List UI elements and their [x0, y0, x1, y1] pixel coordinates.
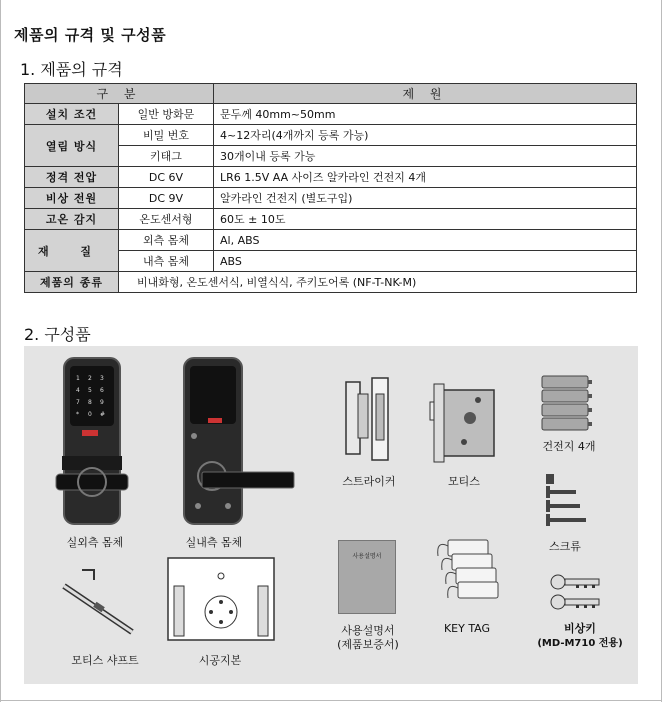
inner-body-image	[180, 356, 300, 528]
row-subcategory: 내측 몸체	[119, 251, 214, 272]
row-subcategory: 키태그	[119, 146, 214, 167]
table-row	[25, 125, 637, 146]
spec-table	[24, 83, 637, 293]
row-subcategory: 외측 몸체	[119, 230, 214, 251]
emergency-key-label-line2: (MD-M710 전용)	[537, 638, 623, 649]
table-header-row	[25, 84, 637, 104]
svg-text:3: 3	[100, 375, 104, 382]
row-category: 고온 감지	[25, 209, 119, 230]
emergency-key-label-line1: 비상키	[564, 622, 596, 635]
svg-text:#: #	[100, 411, 106, 418]
row-category: 재 질	[25, 230, 119, 272]
row-category: 비상 전원	[25, 188, 119, 209]
row-category: 정격 전압	[25, 167, 119, 188]
mortise-label: 모티스	[448, 475, 480, 488]
row-category: 제품의 종류	[25, 272, 119, 293]
template-image	[166, 556, 276, 642]
table-row	[25, 167, 637, 188]
table-row	[25, 104, 637, 125]
row-value: Al, ABS	[214, 230, 637, 251]
manual-cover-text: 사용설명서	[352, 553, 382, 560]
row-category: 열림 방식	[25, 125, 119, 167]
row-value: 알카라인 건전지 (별도구입)	[214, 188, 637, 209]
row-value: LR6 1.5V AA 사이즈 알카라인 건전지 4개	[214, 167, 637, 188]
inner-body-label: 실내측 몸체	[185, 536, 243, 549]
svg-text:*: *	[76, 411, 79, 418]
manual-label-line2: (제품보증서)	[337, 638, 399, 651]
components-panel	[24, 346, 638, 684]
svg-text:8: 8	[88, 399, 92, 406]
svg-text:2: 2	[88, 375, 92, 382]
row-value: 문두께 40mm~50mm	[214, 104, 637, 125]
row-value: 비내화형, 온도센서식, 비열식식, 주키도어록 (NF-T-NK-M)	[119, 272, 637, 293]
header-spec: 제 원	[214, 84, 637, 104]
row-value: 60도 ± 10도	[214, 209, 637, 230]
row-value: 30개이내 등록 가능	[214, 146, 637, 167]
outer-body-image	[54, 356, 134, 528]
table-row	[25, 188, 637, 209]
section-components-heading: 2. 구성품	[24, 325, 91, 344]
row-subcategory: DC 6V	[119, 167, 214, 188]
row-subcategory: 온도센서형	[119, 209, 214, 230]
batteries-label: 건전지 4개	[542, 440, 596, 453]
row-subcategory: DC 9V	[119, 188, 214, 209]
svg-text:7: 7	[76, 399, 80, 406]
striker-image	[340, 374, 394, 466]
manual-label-line1: 사용설명서	[341, 624, 395, 637]
key-tag-label: KEY TAG	[443, 622, 491, 635]
template-label: 시공지본	[198, 654, 242, 667]
row-subcategory: 일반 방화문	[119, 104, 214, 125]
mortise-image	[424, 380, 504, 468]
row-value: 4~12자리(4개까지 등록 가능)	[214, 125, 637, 146]
section-spec-heading: 1. 제품의 규격	[20, 60, 123, 79]
table-row	[25, 272, 637, 293]
svg-text:6: 6	[100, 387, 104, 394]
row-value: ABS	[214, 251, 637, 272]
emergency-key-image	[548, 570, 608, 616]
row-subcategory: 비밀 번호	[119, 125, 214, 146]
mortise-shaft-label: 모티스 샤프트	[71, 654, 139, 667]
svg-text:4: 4	[76, 387, 80, 394]
mortise-shaft-image	[54, 566, 144, 646]
striker-label: 스트라이커	[342, 475, 396, 488]
page-title: 제품의 규격 및 구성품	[14, 26, 167, 44]
svg-text:5: 5	[88, 387, 92, 394]
table-row	[25, 209, 637, 230]
manual-image	[338, 540, 396, 614]
batteries-image	[536, 372, 596, 436]
table-row	[25, 230, 637, 251]
header-category: 구 분	[25, 84, 214, 104]
svg-text:9: 9	[100, 399, 104, 406]
svg-text:1: 1	[76, 375, 80, 382]
outer-body-label: 실외측 몸체	[66, 536, 124, 549]
row-category: 설치 조건	[25, 104, 119, 125]
screws-label: 스크류	[549, 540, 581, 553]
bottom-border	[0, 700, 662, 701]
screws-image	[540, 472, 590, 530]
svg-text:0: 0	[88, 411, 92, 418]
key-tag-image	[428, 534, 500, 608]
